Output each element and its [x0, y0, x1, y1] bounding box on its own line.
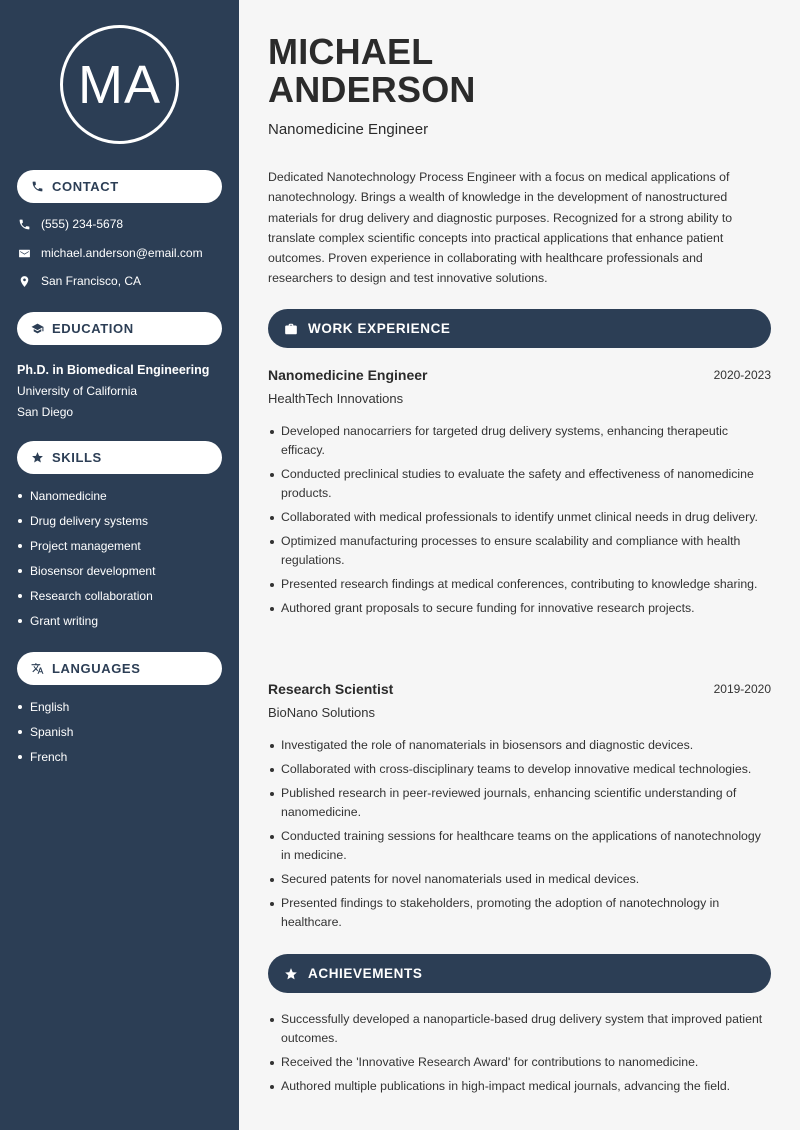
job-entry-company: BioNano Solutions — [268, 705, 375, 720]
job-bullet: Conducted training sessions for healthcare teams on the applications of nanotechnology in medicine. — [268, 827, 771, 865]
job-header — [268, 681, 771, 703]
job-header — [268, 367, 771, 389]
job-bullet: Presented research findings at medical conferences, contributing to knowledge sharing. — [268, 575, 771, 594]
achievement-item: Received the 'Innovative Research Award' for contributions to nanomedicine. — [268, 1053, 771, 1072]
languages-list — [17, 699, 73, 774]
job-bullet: Collaborated with cross-disciplinary teams to develop innovative medical technologies. — [268, 760, 771, 779]
achievements-heading — [268, 954, 771, 993]
full-name — [268, 33, 476, 109]
summary: Dedicated Nanotechnology Process Engineer with a focus on medical applications of nanotechnology. Brings a wealth of knowledge in the development of nanostructured materials for drug delivery and diagnostic purposes. Recognized for a strong ability to translate complex scientific concepts into practical applications that enhance patient outcomes. Proven experience in collaborating with healthcare professionals and researchers to design and test innovative solutions. — [268, 170, 733, 286]
skill-item: Project management — [17, 538, 155, 563]
job-bullet: Authored grant proposals to secure funding for innovative research projects. — [268, 599, 771, 618]
job-entry-title: Nanomedicine Engineer — [268, 367, 428, 383]
education-degree: Ph.D. in Biomedical Engineering — [17, 363, 210, 377]
education-heading-label: EDUCATION — [52, 321, 134, 336]
job-entry-dates: 2020-2023 — [713, 368, 771, 382]
contact-phone[interactable] — [17, 217, 123, 231]
job-bullet: Secured patents for novel nanomaterials used in medical devices. — [268, 870, 771, 889]
avatar-initials: MA — [60, 25, 179, 144]
skills-heading — [17, 441, 222, 474]
sidebar — [0, 0, 239, 1130]
languages-heading-label: LANGUAGES — [52, 661, 141, 676]
work-experience-heading-label: WORK EXPERIENCE — [308, 321, 451, 336]
job-title: Nanomedicine Engineer — [268, 121, 429, 138]
skill-item: Biosensor development — [17, 563, 155, 588]
job-bullet: Optimized manufacturing processes to ensure scalability and compliance with health regulations. — [268, 532, 771, 570]
education-heading — [17, 312, 222, 345]
skills-heading-label: SKILLS — [52, 450, 102, 465]
achievement-item: Successfully developed a nanoparticle-based drug delivery system that improved patient outcomes. — [268, 1010, 771, 1048]
contact-heading-label: CONTACT — [52, 179, 119, 194]
achievement-item: Authored multiple publications in high-impact medical journals, advancing the field. — [268, 1077, 771, 1096]
skill-item: Nanomedicine — [17, 488, 155, 513]
last-name: ANDERSON — [268, 69, 476, 110]
education-city: San Diego — [17, 405, 74, 419]
job-bullet: Published research in peer-reviewed journals, enhancing scientific understanding of nanomedicine. — [268, 784, 771, 822]
phone-icon — [17, 217, 31, 231]
education-school: University of California — [17, 384, 138, 398]
language-item: French — [17, 749, 73, 774]
envelope-icon — [17, 246, 31, 260]
job-bullets — [268, 736, 771, 932]
job-bullet: Developed nanocarriers for targeted drug delivery systems, enhancing therapeutic efficacy. — [268, 422, 771, 460]
skill-item: Drug delivery systems — [17, 513, 155, 538]
language-item: Spanish — [17, 724, 73, 749]
skill-item: Grant writing — [17, 613, 155, 638]
contact-phone-text: (555) 234-5678 — [41, 217, 124, 231]
achievements-list — [268, 1010, 771, 1096]
phone-icon — [31, 180, 44, 193]
job-entry — [268, 681, 771, 937]
job-entry — [268, 367, 771, 623]
achievements-heading-label: ACHIEVEMENTS — [308, 966, 423, 981]
achievements-section — [268, 1010, 771, 1101]
contact-location-text: San Francisco, CA — [41, 274, 142, 288]
star-icon — [31, 451, 44, 464]
work-experience-heading — [268, 309, 771, 348]
languages-heading — [17, 652, 222, 685]
skill-item: Research collaboration — [17, 588, 155, 613]
contact-email[interactable] — [17, 246, 203, 260]
skills-list — [17, 488, 155, 638]
job-bullet: Conducted preclinical studies to evaluate the safety and effectiveness of nanomedicine products. — [268, 465, 771, 503]
graduation-cap-icon — [31, 322, 44, 335]
language-item: English — [17, 699, 73, 724]
first-name: MICHAEL — [268, 31, 434, 72]
job-entry-title: Research Scientist — [268, 681, 394, 697]
translate-icon — [31, 662, 44, 675]
job-entry-dates: 2019-2020 — [713, 682, 771, 696]
contact-email-text: michael.anderson@email.com — [41, 246, 203, 260]
briefcase-icon — [284, 322, 298, 336]
job-bullet: Presented findings to stakeholders, promoting the adoption of nanotechnology in healthcare. — [268, 894, 771, 932]
job-entry-company: HealthTech Innovations — [268, 391, 404, 406]
job-bullets — [268, 422, 771, 618]
job-bullet: Investigated the role of nanomaterials in biosensors and diagnostic devices. — [268, 736, 771, 755]
job-bullet: Collaborated with medical professionals to identify unmet clinical needs in drug delivery. — [268, 508, 771, 527]
contact-location — [17, 274, 141, 288]
map-pin-icon — [17, 274, 31, 288]
contact-heading — [17, 170, 222, 203]
education-entry — [17, 360, 227, 423]
star-icon — [284, 967, 298, 981]
